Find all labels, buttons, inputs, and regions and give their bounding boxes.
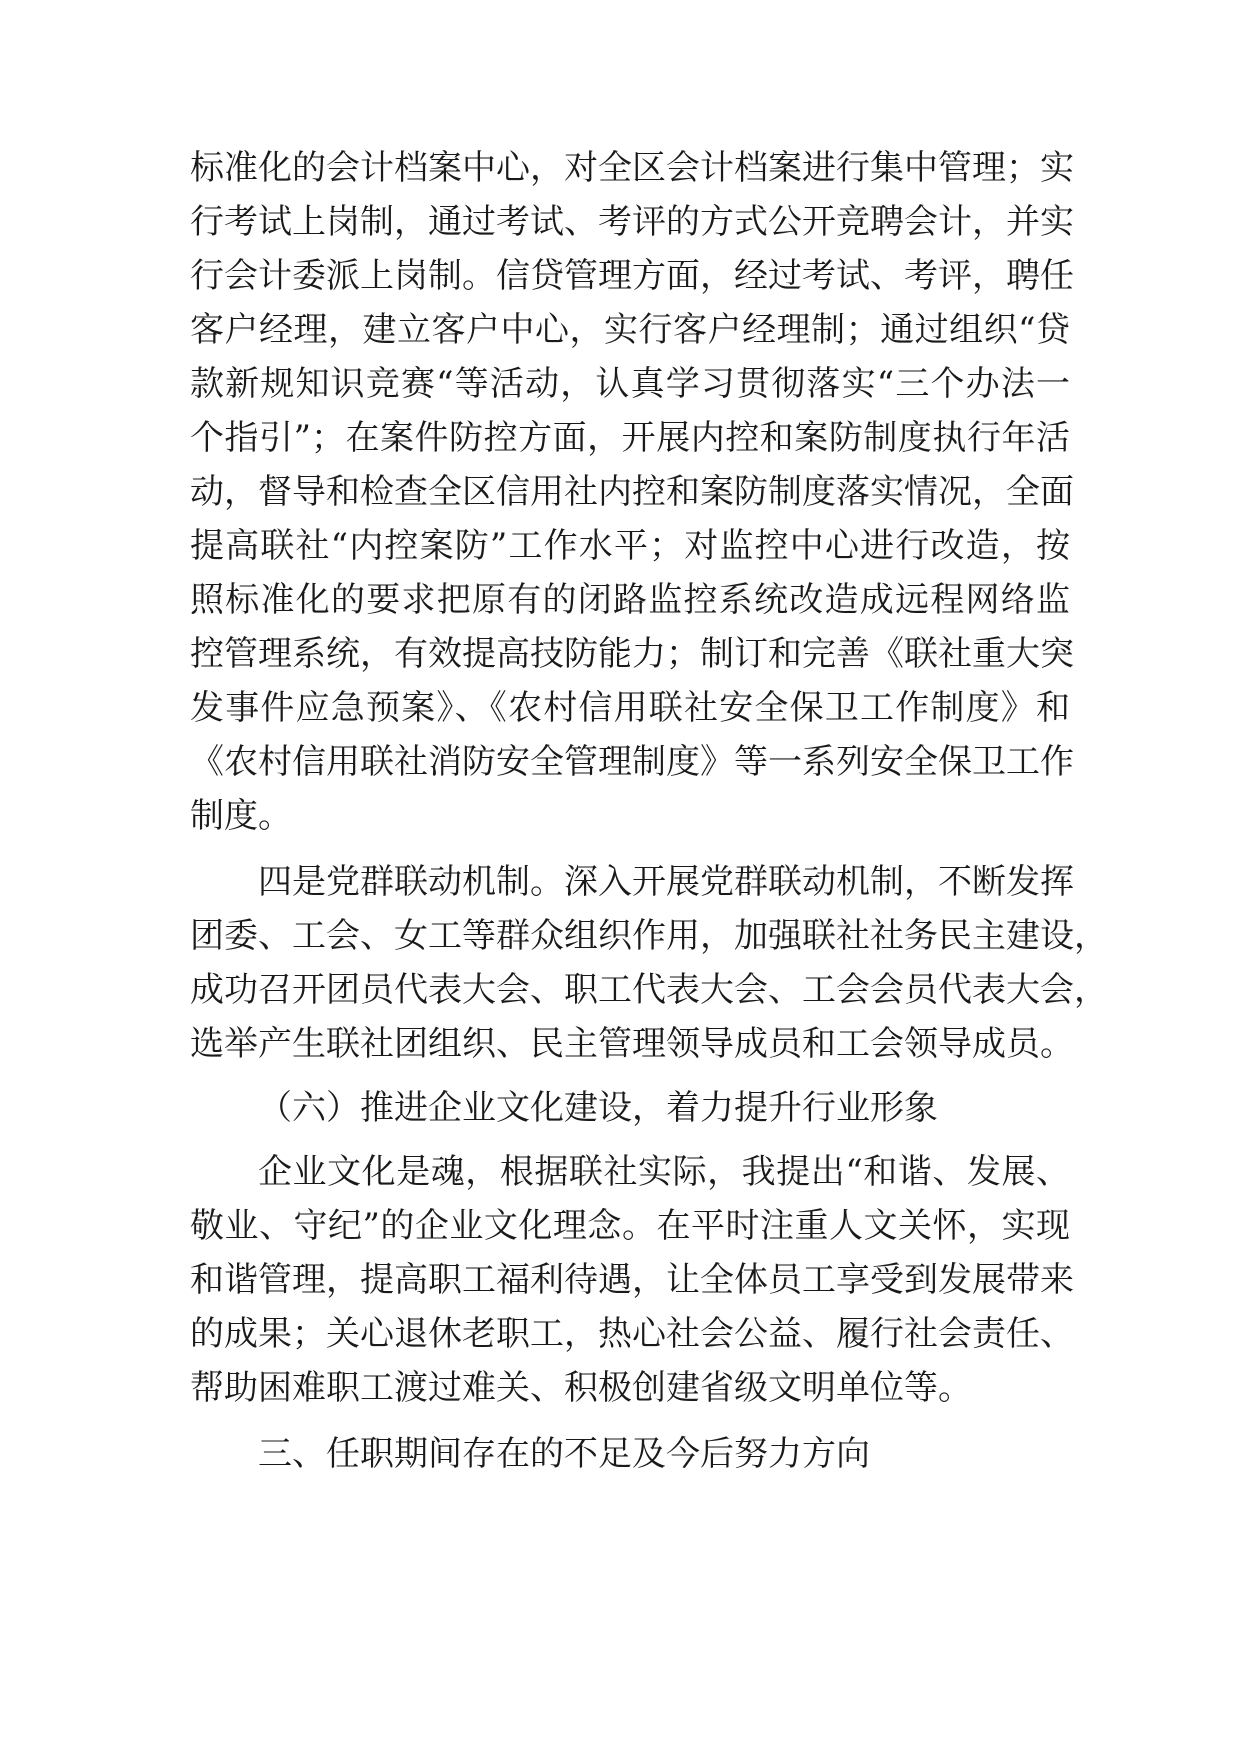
text-line: 控管理系统，有效提高技防能力；制订和完善《联社重大突 — [190, 634, 1074, 674]
text-line: 《农村信用联社消防安全管理制度》等一系列安全保卫工作 — [190, 742, 1074, 782]
text-line: 提高联社“内控案防”工作水平；对监控中心进行改造，按 — [190, 526, 1070, 566]
text-line: 行会计委派上岗制。信贷管理方面，经过考试、考评，聘任 — [190, 256, 1074, 296]
text-line: 选举产生联社团组织、民主管理领导成员和工会领导成员。 — [190, 1024, 1074, 1064]
section-heading: （六）推进企业文化建设，着力提升行业形象 — [258, 1088, 938, 1128]
text-line: 敬业、守纪”的企业文化理念。在平时注重人文关怀，实现 — [190, 1206, 1070, 1246]
text-line: 和谐管理，提高职工福利待遇，让全体员工享受到发展带来 — [190, 1260, 1074, 1300]
text-line: 制度。 — [190, 796, 292, 836]
text-line: 发事件应急预案》、《农村信用联社安全保卫工作制度》和 — [190, 688, 1070, 728]
text-line: 动，督导和检查全区信用社内控和案防制度落实情况，全面 — [190, 472, 1074, 512]
text-line: 照标准化的要求把原有的闭路监控系统改造成远程网络监 — [190, 580, 1070, 620]
text-line: 团委、工会、女工等群众组织作用，加强联社社务民主建设， — [190, 916, 1108, 956]
text-line: 帮助困难职工渡过难关、积极创建省级文明单位等。 — [190, 1368, 972, 1408]
text-line: 标准化的会计档案中心，对全区会计档案进行集中管理；实 — [190, 148, 1074, 188]
text-line: 成功召开团员代表大会、职工代表大会、工会会员代表大会， — [190, 970, 1108, 1010]
text-line: 客户经理，建立客户中心，实行客户经理制；通过组织“贷 — [190, 310, 1070, 350]
paragraph-first-line: 企业文化是魂，根据联社实际，我提出“和谐、发展、 — [258, 1152, 1070, 1192]
text-line: 的成果；关心退休老职工，热心社会公益、履行社会责任、 — [190, 1314, 1074, 1354]
text-line: 个指引”；在案件防控方面，开展内控和案防制度执行年活 — [190, 418, 1070, 458]
section-heading: 三、任职期间存在的不足及今后努力方向 — [258, 1434, 870, 1474]
text-line: 行考试上岗制，通过考试、考评的方式公开竞聘会计，并实 — [190, 202, 1074, 242]
paragraph-first-line: 四是党群联动机制。深入开展党群联动机制，不断发挥 — [258, 862, 1074, 902]
text-line: 款新规知识竞赛“等活动，认真学习贯彻落实“三个办法一 — [190, 364, 1070, 404]
